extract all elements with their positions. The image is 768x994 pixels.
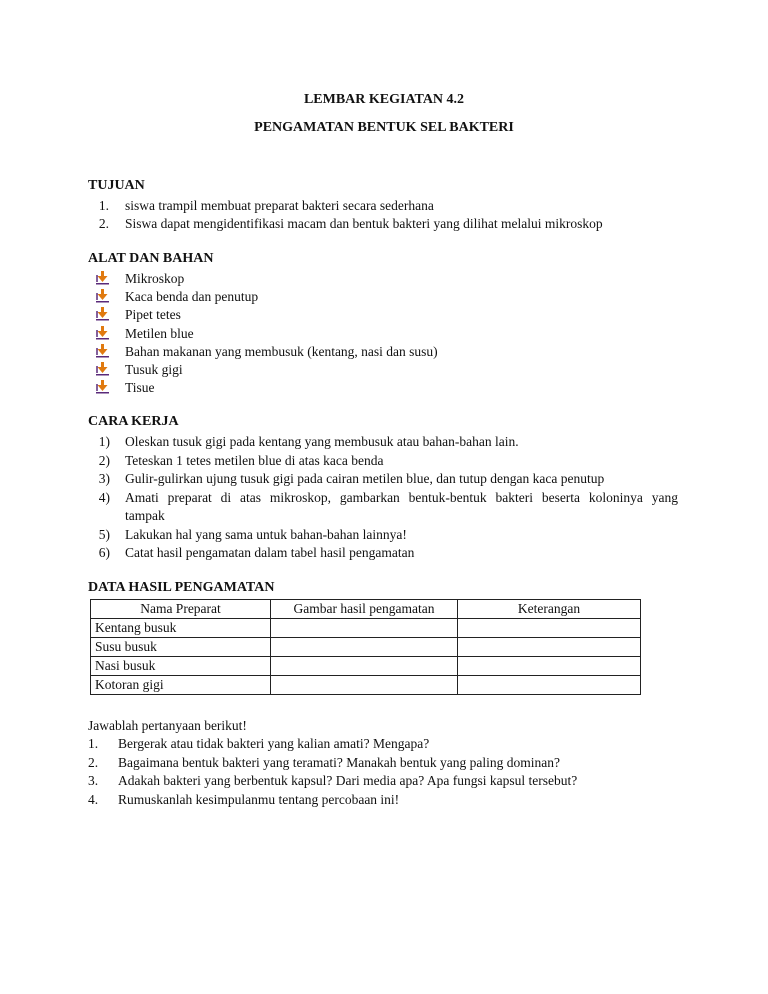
- step-text: Amati preparat di atas mikroskop, gambarkan bentuk-bentuk bakteri beserta koloninya yang: [125, 490, 678, 505]
- table-cell-gambar[interactable]: [271, 619, 458, 638]
- tujuan-heading: TUJUAN: [88, 178, 145, 193]
- column-header: Nama Preparat: [91, 600, 271, 619]
- table-cell-keterangan[interactable]: [458, 638, 641, 657]
- alat-item: Tusuk gigi: [125, 362, 183, 377]
- arrow-down-bullet-icon: [96, 380, 110, 394]
- observation-table: [90, 599, 641, 695]
- alat-item: Tisue: [125, 380, 155, 395]
- question-number: 1.: [88, 736, 99, 751]
- alat-item: Kaca benda dan penutup: [125, 289, 259, 304]
- data-heading: DATA HASIL PENGAMATAN: [88, 580, 275, 595]
- question-text: Rumuskanlah kesimpulanmu tentang percobaan ini!: [118, 792, 400, 807]
- step-number: 2): [98, 453, 110, 468]
- table-cell-keterangan[interactable]: [458, 619, 641, 638]
- list-text: Siswa dapat mengidentifikasi macam dan bentuk bakteri yang dilihat melalui mikroskop: [125, 216, 603, 231]
- alat-heading: ALAT DAN BAHAN: [88, 251, 214, 266]
- question-text: Bergerak atau tidak bakteri yang kalian amati? Mengapa?: [118, 736, 430, 751]
- list-number: 2.: [98, 216, 109, 231]
- column-header: Gambar hasil pengamatan: [271, 600, 458, 619]
- question-text: Bagaimana bentuk bakteri yang teramati? Manakah bentuk yang paling dominan?: [118, 755, 560, 770]
- step-text: Catat hasil pengamatan dalam tabel hasil pengamatan: [125, 545, 415, 560]
- question-text: Adakah bakteri yang berbentuk kapsul? Dari media apa? Apa fungsi kapsul tersebut?: [118, 773, 578, 788]
- step-text: Lakukan hal yang sama untuk bahan-bahan lainnya!: [125, 527, 407, 542]
- arrow-down-bullet-icon: [96, 326, 110, 340]
- arrow-down-bullet-icon: [96, 362, 110, 376]
- step-text: Teteskan 1 tetes metilen blue di atas kaca benda: [125, 453, 384, 468]
- table-cell-keterangan[interactable]: [458, 657, 641, 676]
- arrow-down-bullet-icon: [96, 271, 110, 285]
- arrow-down-bullet-icon: [96, 289, 110, 303]
- table-cell-preparat: Nasi busuk: [91, 657, 271, 676]
- question-number: 4.: [88, 792, 99, 807]
- step-text: Oleskan tusuk gigi pada kentang yang membusuk atau bahan-bahan lain.: [125, 434, 519, 449]
- table-row: [91, 676, 641, 695]
- list-text: siswa trampil membuat preparat bakteri secara sederhana: [125, 198, 434, 213]
- table-row: [91, 657, 641, 676]
- questions-intro: Jawablah pertanyaan berikut!: [88, 718, 247, 733]
- arrow-down-bullet-icon: [96, 344, 110, 358]
- page-subtitle: PENGAMATAN BENTUK SEL BAKTERI: [254, 120, 514, 135]
- step-number: 6): [98, 545, 110, 560]
- step-number: 5): [98, 527, 110, 542]
- arrow-down-bullet-icon: [96, 307, 110, 321]
- table-row: [91, 638, 641, 657]
- table-cell-preparat: Kotoran gigi: [91, 676, 271, 695]
- step-number: 1): [98, 434, 110, 449]
- alat-item: Mikroskop: [125, 271, 185, 286]
- table-cell-gambar[interactable]: [271, 676, 458, 695]
- table-cell-preparat: Kentang busuk: [91, 619, 271, 638]
- table-row: [91, 619, 641, 638]
- step-number: 4): [98, 490, 110, 505]
- step-text: tampak: [125, 508, 165, 523]
- step-number: 3): [98, 471, 110, 486]
- table-header-row: [91, 600, 641, 619]
- list-number: 1.: [98, 198, 109, 213]
- page-title: LEMBAR KEGIATAN 4.2: [303, 92, 465, 107]
- step-text: Gulir-gulirkan ujung tusuk gigi pada cairan metilen blue, dan tutup dengan kaca penutup: [125, 471, 605, 486]
- table-cell-keterangan[interactable]: [458, 676, 641, 695]
- cara-heading: CARA KERJA: [88, 414, 179, 429]
- table-cell-gambar[interactable]: [271, 638, 458, 657]
- alat-item: Pipet tetes: [125, 307, 181, 322]
- table-cell-preparat: Susu busuk: [91, 638, 271, 657]
- question-number: 3.: [88, 773, 99, 788]
- alat-item: Bahan makanan yang membusuk (kentang, nasi dan susu): [125, 344, 438, 359]
- question-number: 2.: [88, 755, 99, 770]
- column-header: Keterangan: [458, 600, 641, 619]
- table-cell-gambar[interactable]: [271, 657, 458, 676]
- alat-item: Metilen blue: [125, 326, 194, 341]
